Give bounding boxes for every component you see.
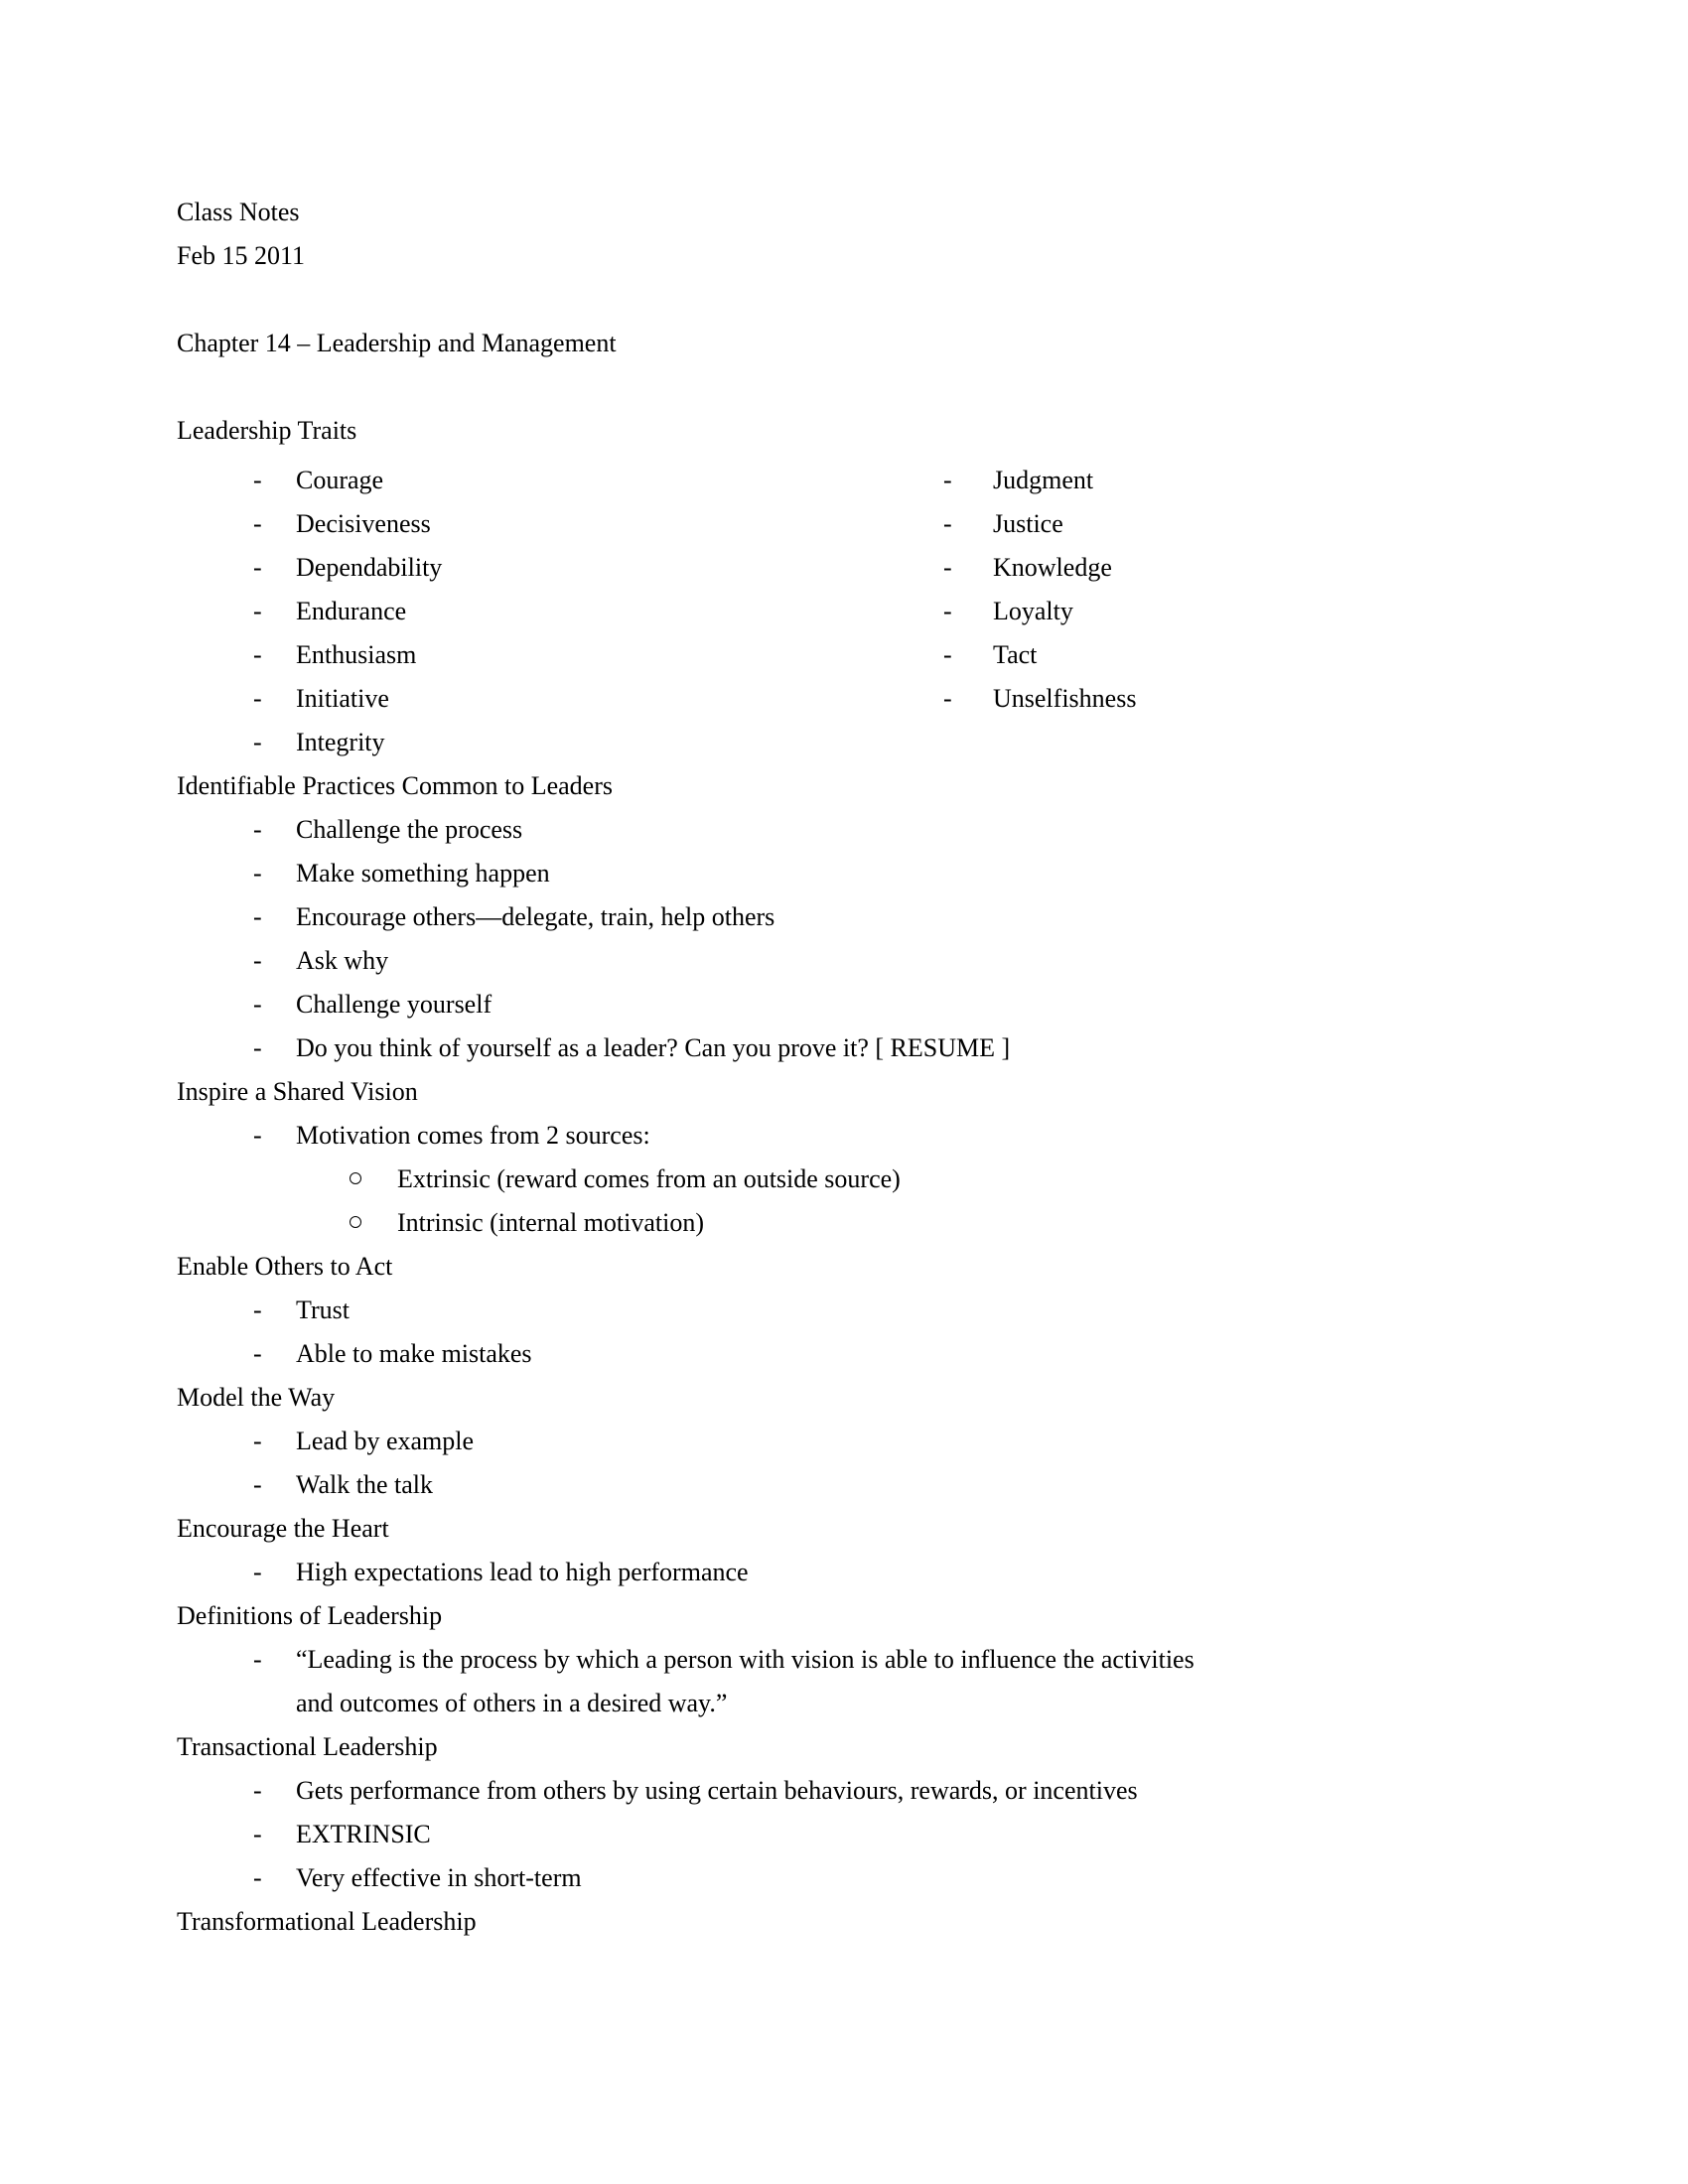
bullet-item (177, 852, 1688, 895)
line (177, 1594, 1688, 1638)
dash-bullet: - (253, 1820, 262, 1848)
line (177, 1900, 1688, 1944)
dash-bullet: - (253, 466, 262, 494)
dash-bullet: - (253, 1863, 262, 1892)
line (177, 1245, 1688, 1289)
bullet-text: Very effective in short-term (296, 1863, 582, 1892)
chapter-heading: Chapter 14 – Leadership and Management (177, 329, 617, 357)
doc-date: Feb 15 2011 (177, 241, 306, 270)
circle-bullet-icon (350, 1216, 361, 1228)
sub-bullet-item (177, 1201, 1688, 1245)
dash-bullet: - (253, 1776, 262, 1805)
section-heading-definitions: Definitions of Leadership (177, 1601, 443, 1630)
line (177, 191, 1688, 234)
bullet-item (177, 1332, 1688, 1376)
bullet-text: Walk the talk (296, 1470, 433, 1499)
dash-bullet: - (253, 1470, 262, 1499)
section-heading-leadership-traits: Leadership Traits (177, 416, 357, 445)
bullet-text: Able to make mistakes (296, 1339, 532, 1368)
quote-line-1: “Leading is the process by which a person with vision is able to influence the activities (296, 1645, 1195, 1674)
bullet-text: Do you think of yourself as a leader? Can you prove it? [ RESUME ] (296, 1033, 1011, 1062)
dash-bullet: - (253, 684, 262, 713)
bullet-item (177, 1114, 1688, 1158)
bullet-text: Ask why (296, 946, 389, 975)
bullet-text: Gets performance from others by using certain behaviours, rewards, or incentives (296, 1776, 1138, 1805)
bullet-text: EXTRINSIC (296, 1820, 431, 1848)
dash-bullet: - (253, 1033, 262, 1062)
bullet-text: Challenge the process (296, 815, 523, 844)
quote-continuation (177, 1682, 1688, 1725)
section-heading-practices: Identifiable Practices Common to Leaders (177, 771, 613, 800)
trait-row (177, 459, 1688, 502)
dash-bullet: - (253, 728, 262, 756)
trait-right: Unselfishness (993, 684, 1137, 713)
bullet-text: Make something happen (296, 859, 550, 887)
dash-bullet: - (253, 1339, 262, 1368)
trait-left: Dependability (296, 553, 443, 582)
bullet-item (177, 1638, 1688, 1682)
dash-bullet: - (943, 684, 952, 713)
bullet-item (177, 1769, 1688, 1813)
trait-left: Integrity (296, 728, 385, 756)
dash-bullet: - (253, 553, 262, 582)
dash-bullet: - (943, 466, 952, 494)
blank-line (177, 278, 1688, 322)
trait-left: Enthusiasm (296, 640, 417, 669)
bullet-text: Motivation comes from 2 sources: (296, 1121, 650, 1150)
trait-row (177, 590, 1688, 633)
line (177, 1507, 1688, 1551)
trait-right: Loyalty (993, 597, 1073, 625)
bullet-item (177, 1463, 1688, 1507)
line (177, 1725, 1688, 1769)
dash-bullet: - (253, 946, 262, 975)
bullet-item (177, 1813, 1688, 1856)
dash-bullet: - (253, 597, 262, 625)
line (177, 322, 1688, 365)
trait-row (177, 633, 1688, 677)
trait-right: Knowledge (993, 553, 1112, 582)
bullet-item (177, 1856, 1688, 1900)
dash-bullet: - (253, 1296, 262, 1324)
section-heading-heart: Encourage the Heart (177, 1514, 389, 1543)
dash-bullet: - (943, 640, 952, 669)
dash-bullet: - (943, 553, 952, 582)
dash-bullet: - (253, 1427, 262, 1455)
section-heading-vision: Inspire a Shared Vision (177, 1077, 418, 1106)
dash-bullet: - (253, 509, 262, 538)
bullet-text: Lead by example (296, 1427, 475, 1455)
sub-bullet-item (177, 1158, 1688, 1201)
bullet-item (177, 895, 1688, 939)
section-heading-transactional: Transactional Leadership (177, 1732, 438, 1761)
dash-bullet: - (943, 509, 952, 538)
trait-right: Justice (993, 509, 1063, 538)
doc-title: Class Notes (177, 198, 300, 226)
line (177, 1376, 1688, 1420)
section-heading-enable: Enable Others to Act (177, 1252, 393, 1281)
dash-bullet: - (253, 640, 262, 669)
bullet-text: Trust (296, 1296, 350, 1324)
trait-left: Endurance (296, 597, 407, 625)
bullet-text: High expectations lead to high performance (296, 1558, 749, 1586)
trait-left: Courage (296, 466, 384, 494)
bullet-item (177, 939, 1688, 983)
dash-bullet: - (943, 597, 952, 625)
trait-right: Judgment (993, 466, 1094, 494)
dash-bullet: - (253, 1121, 262, 1150)
dash-bullet: - (253, 1645, 262, 1674)
sub-bullet-text: Intrinsic (internal motivation) (397, 1208, 705, 1237)
trait-left: Decisiveness (296, 509, 431, 538)
bullet-text: Challenge yourself (296, 990, 492, 1019)
bullet-item (177, 1026, 1688, 1070)
section-heading-transformational: Transformational Leadership (177, 1907, 477, 1936)
dash-bullet: - (253, 1558, 262, 1586)
line (177, 234, 1688, 278)
section-heading-model: Model the Way (177, 1383, 336, 1412)
trait-right: Tact (993, 640, 1038, 669)
dash-bullet: - (253, 859, 262, 887)
trait-row (177, 677, 1688, 721)
trait-row (177, 546, 1688, 590)
dash-bullet: - (253, 815, 262, 844)
bullet-item (177, 1289, 1688, 1332)
bullet-item (177, 983, 1688, 1026)
trait-row (177, 502, 1688, 546)
line (177, 409, 1688, 453)
sub-bullet-text: Extrinsic (reward comes from an outside source) (397, 1164, 901, 1193)
line (177, 1070, 1688, 1114)
line (177, 764, 1688, 808)
bullet-item (177, 1420, 1688, 1463)
trait-row (177, 721, 1688, 764)
bullet-text: Encourage others—delegate, train, help others (296, 902, 775, 931)
dash-bullet: - (253, 990, 262, 1019)
bullet-item (177, 808, 1688, 852)
dash-bullet: - (253, 902, 262, 931)
circle-bullet-icon (350, 1172, 361, 1184)
trait-left: Initiative (296, 684, 389, 713)
blank-line (177, 365, 1688, 409)
quote-line-2: and outcomes of others in a desired way.” (296, 1689, 728, 1717)
bullet-item (177, 1551, 1688, 1594)
